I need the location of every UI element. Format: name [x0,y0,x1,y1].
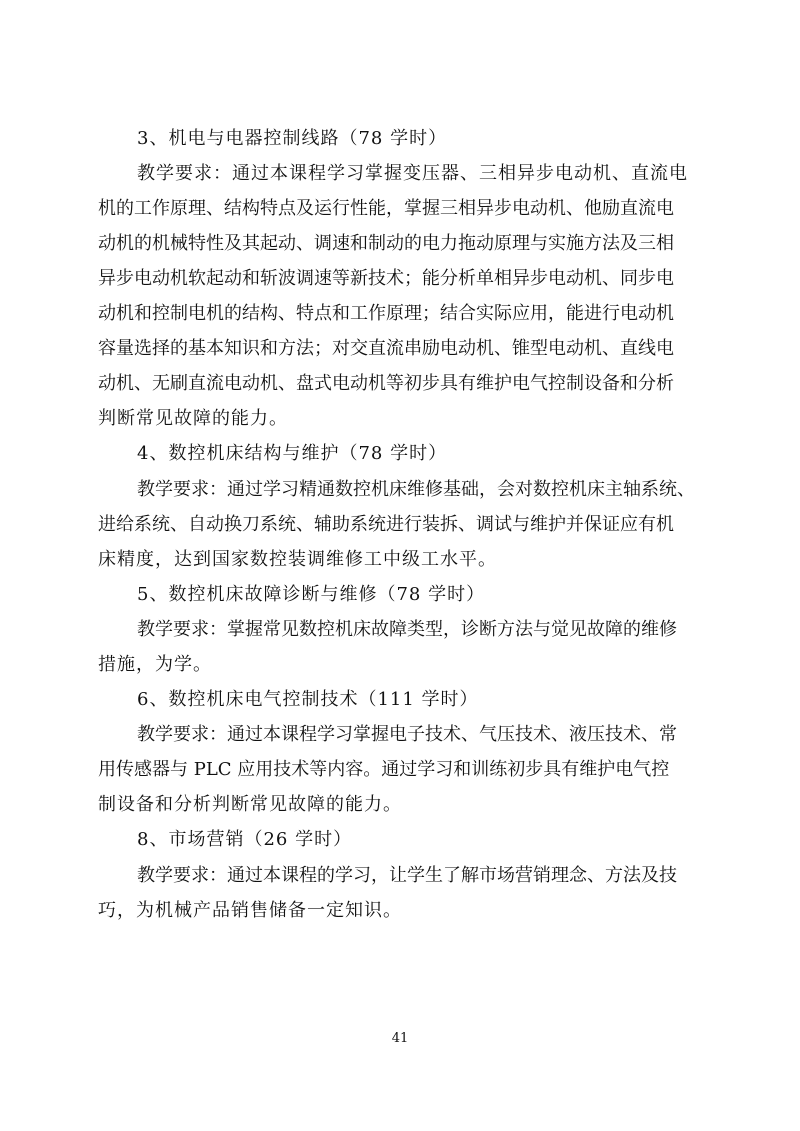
body-line: 教学要求：通过学习精通数控机床维修基础，会对数控机床主轴系统、 [137,479,695,500]
section-heading: 5、数控机床故障诊断与维修（78 学时） [137,584,486,605]
body-line: 制设备和分析判断常见故障的能力。 [98,794,402,815]
body-line: 动机、无刷直流电动机、盘式电动机等初步具有维护电气控制设备和分析 [98,373,674,394]
body-line: 机的工作原理、结构特点及运行性能，掌握三相异步电动机、他励直流电 [98,198,674,219]
section-heading: 4、数控机床结构与维护（78 学时） [137,443,448,464]
body-line: 措施，为学。 [98,654,212,675]
body-line: 床精度，达到国家数控装调维修工中级工水平。 [98,549,497,570]
section-heading: 6、数控机床电气控制技术（111 学时） [137,689,479,710]
body-line: 教学要求：掌握常见数控机床故障类型，诊断方法与觉见故障的维修 [137,619,677,640]
body-line: 动机和控制电机的结构、特点和工作原理；结合实际应用，能进行电动机 [98,303,674,324]
body-line: 巧，为机械产品销售储备一定知识。 [98,900,402,921]
body-line: 进给系统、自动换刀系统、辅助系统进行装拆、调试与维护并保证应有机 [98,514,674,535]
body-line: 动机的机械特性及其起动、调速和制动的电力拖动原理与实施方法及三相 [98,233,674,254]
body-line: 判断常见故障的能力。 [98,408,288,429]
body-line: 容量选择的基本知识和方法；对交直流串励电动机、锥型电动机、直线电 [98,338,674,359]
body-line: 用传感器与 PLC 应用技术等内容。通过学习和训练初步具有维护电气控 [98,759,670,780]
section-heading: 3、机电与电器控制线路（78 学时） [137,128,448,149]
page-number: 41 [391,1031,409,1046]
section-heading: 8、市场营销（26 学时） [137,829,353,850]
body-line: 教学要求：通过本课程学习掌握变压器、三相异步电动机、直流电 [137,163,688,184]
body-line: 教学要求：通过本课程的学习，让学生了解市场营销理念、方法及技 [137,865,677,886]
body-line: 教学要求：通过本课程学习掌握电子技术、气压技术、液压技术、常 [137,724,677,745]
body-line: 异步电动机软起动和斩波调速等新技术；能分析单相异步电动机、同步电 [98,268,674,289]
